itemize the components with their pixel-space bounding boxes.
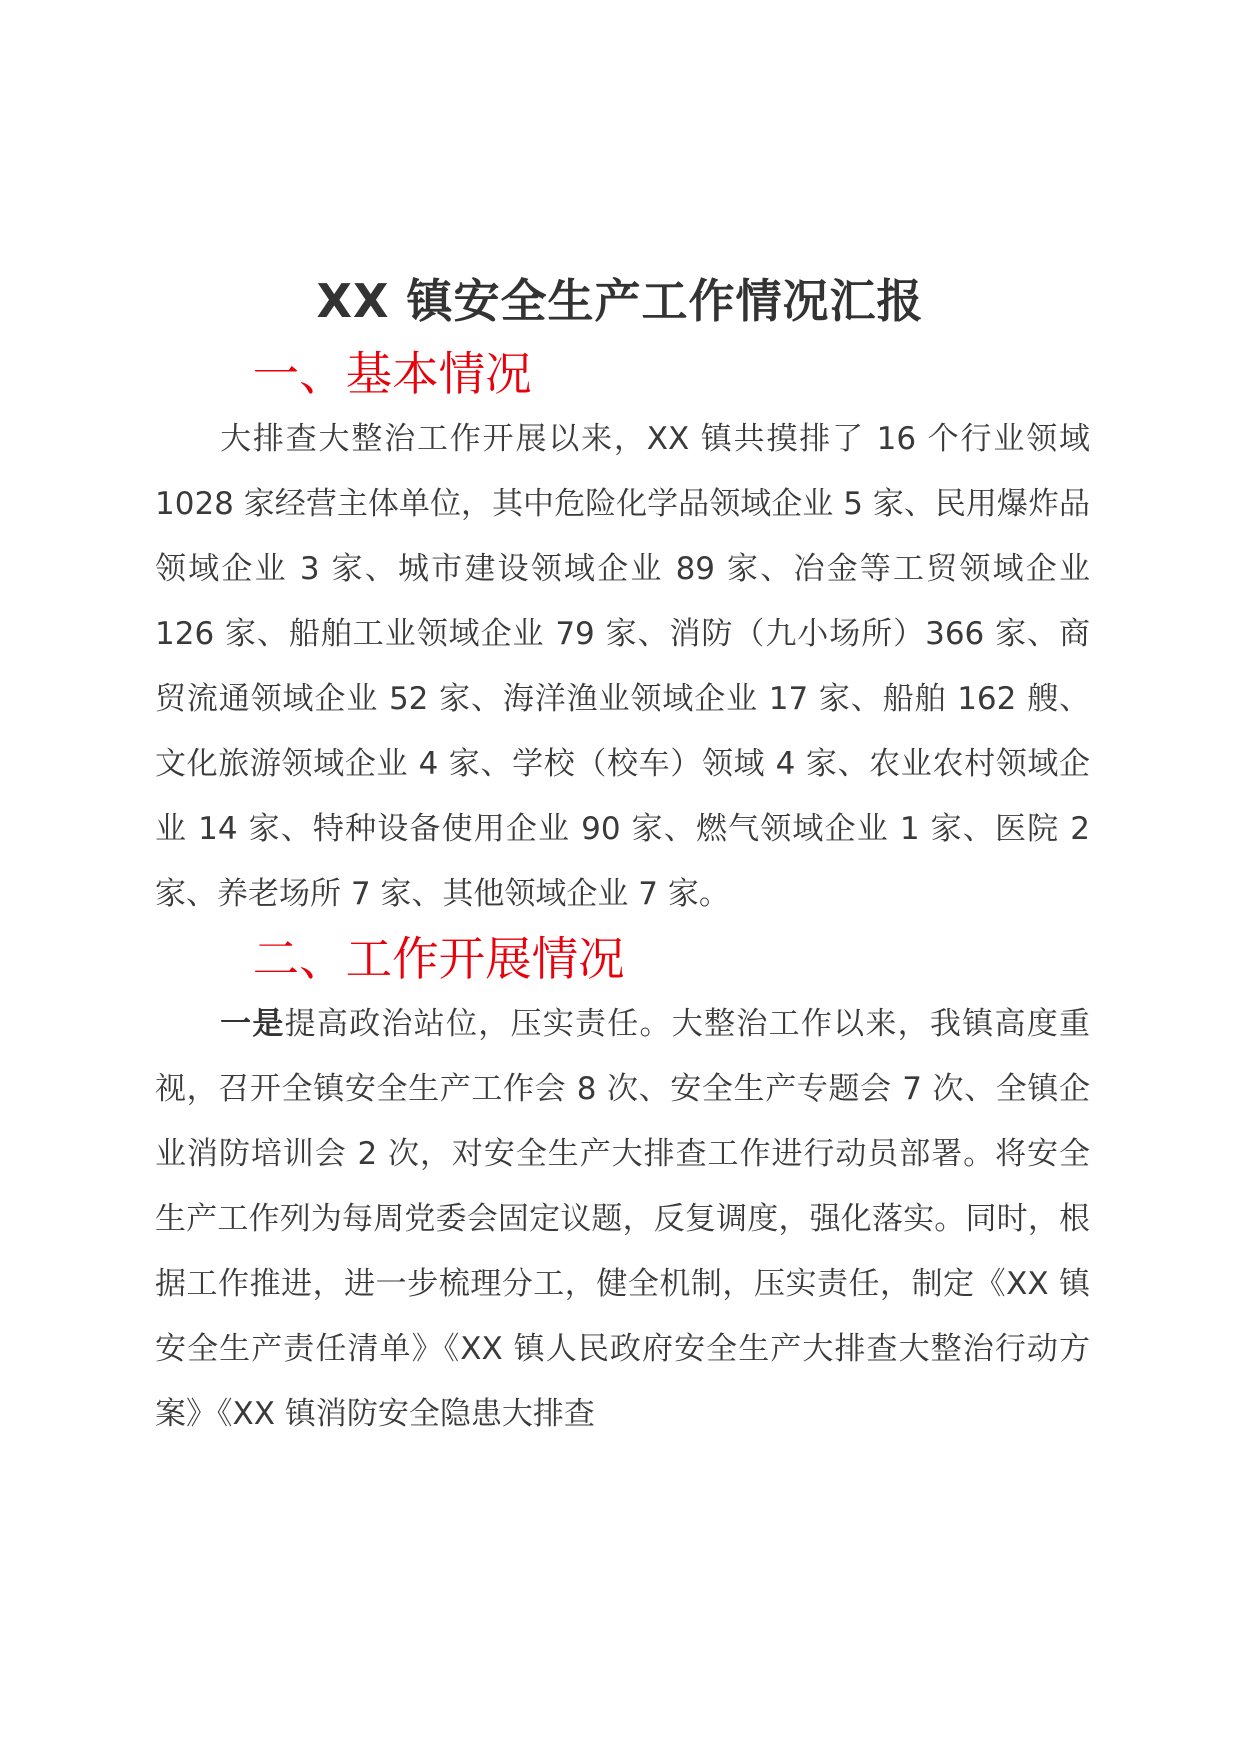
document-title: XX 镇安全生产工作情况汇报 [316,273,924,328]
paragraph-text: 提高政治站位，压实责任。大整治工作以来，我镇高度重视，召开全镇安全生产工作会 8 次、安全生产专题会 7 次、全镇企业消防培训会 2 次，对安全生产大排查工作进行动员部署。将安全生产工作列为每周党委会固定议题，反复调度，强化落实。同时，根据工作推进，进一步梳理分工，健全机制，压实责任，制定《XX 镇安全生产责任清单》《XX 镇人民政府安全生产大排查大整治行动方案》《XX 镇消防安全隐患大排查 [155,1006,1091,1432]
document-body [155,342,1090,1447]
section-paragraph-basic: 大排查大整治工作开展以来，XX 镇共摸排了 16 个行业领域 1028 家经营主体单位，其中危险化学品领域企业 5 家、民用爆炸品领域企业 3 家、城市建设领域企业 89 家、冶金等工贸领域企业 126 家、船舶工业领域企业 79 家、消防（九小场所）366 家、商贸流通领域企业 52 家、海洋渔业领域企业 17 家、船舶 162 艘、文化旅游领域企业 4 家、学校（校车）领域 4 家、农业农村领域企业 14 家、特种设备使用企业 90 家、燃气领域企业 1 家、医院 2 家、养老场所 7 家、其他领域企业 7 家。 [155,421,1091,912]
section-heading-work: 二、工作开展情况 [252,932,625,986]
section-paragraph-work [155,992,1090,1447]
paragraph-lead-term: 一是 [220,1006,285,1042]
section-heading-basic: 一、基本情况 [252,347,532,401]
